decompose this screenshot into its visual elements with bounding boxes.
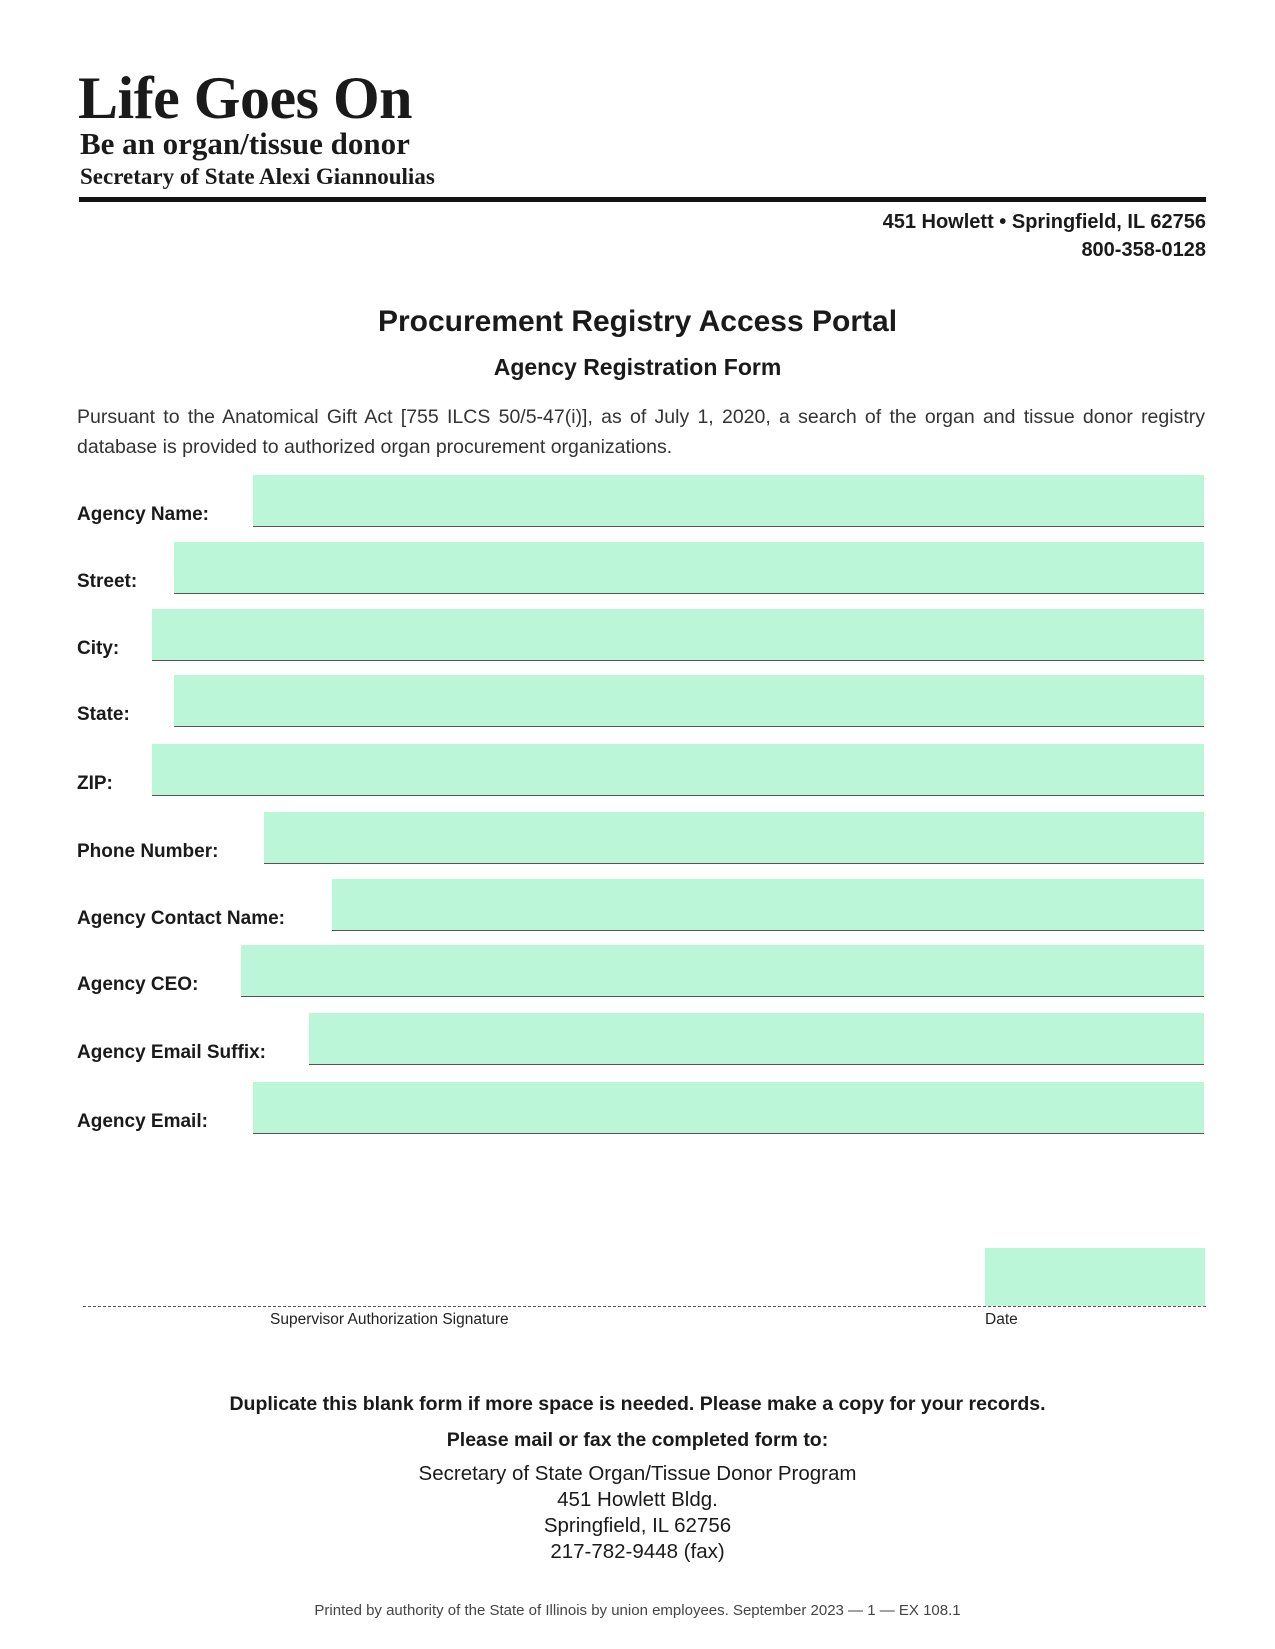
mail-address-line: Springfield, IL 62756	[543, 1514, 732, 1537]
field-label: Agency Contact Name:	[77, 908, 285, 929]
field-label: Agency Email Suffix:	[77, 1042, 266, 1063]
agency-name-input[interactable]	[253, 475, 1204, 527]
field-label: Street:	[77, 571, 138, 592]
field-row-street	[77, 542, 1204, 594]
intro-paragraph: Pursuant to the Anatomical Gift Act [755 ILCS 50/5-47(i)], as of July 1, 2020, a search of the organ and tissue donor registry database is provided to authorized organ procurement organizations.	[77, 406, 1205, 458]
mail-instruction: Please mail or fax the completed form to:	[446, 1429, 829, 1451]
duplicate-note: Duplicate this blank form if more space is needed. Please make a copy for your records.	[229, 1393, 1046, 1415]
brand-title: Life Goes On	[78, 65, 412, 131]
form-title: Procurement Registry Access Portal	[377, 305, 898, 338]
mail-address-line: Secretary of State Organ/Tissue Donor Program	[418, 1462, 857, 1485]
header-divider	[79, 197, 1206, 202]
field-row-agency-email	[77, 1082, 1204, 1134]
office-address: 451 Howlett • Springfield, IL 62756	[882, 211, 1206, 233]
form-subtitle: Agency Registration Form	[493, 354, 782, 380]
field-row-zip	[77, 744, 1204, 796]
field-row-state	[77, 675, 1204, 727]
field-row-phone-number	[77, 812, 1204, 864]
date-input[interactable]	[985, 1248, 1205, 1306]
print-authority-footer: Printed by authority of the State of Illinois by union employees. September 2023 — 1 — EX 108.1	[314, 1602, 961, 1619]
field-label: State:	[77, 704, 130, 725]
zip-input[interactable]	[152, 744, 1204, 796]
fax-number: 217-782-9448 (fax)	[550, 1540, 725, 1563]
field-row-agency-email-suffix	[77, 1013, 1204, 1065]
field-label: ZIP:	[77, 773, 113, 794]
signature-line[interactable]	[83, 1306, 1206, 1307]
office-phone: 800-358-0128	[1081, 239, 1206, 261]
field-label: Agency Name:	[77, 504, 209, 525]
field-label: Phone Number:	[77, 841, 219, 862]
field-row-agency-name	[77, 475, 1204, 527]
field-label: City:	[77, 638, 120, 659]
street-input[interactable]	[174, 542, 1204, 594]
signature-label: Supervisor Authorization Signature	[270, 1311, 509, 1328]
phone-number-input[interactable]	[264, 812, 1204, 864]
field-row-agency-contact-name	[77, 879, 1204, 931]
agency-ceo-input[interactable]	[241, 945, 1204, 997]
state-input[interactable]	[174, 675, 1204, 727]
field-label: Agency Email:	[77, 1111, 208, 1132]
field-row-city	[77, 609, 1204, 661]
secretary-name: Secretary of State Alexi Giannoulias	[80, 164, 435, 189]
agency-email-input[interactable]	[253, 1082, 1204, 1134]
brand-subtitle: Be an organ/tissue donor	[80, 126, 410, 161]
date-label: Date	[985, 1311, 1018, 1328]
field-label: Agency CEO:	[77, 974, 199, 995]
field-row-agency-ceo	[77, 945, 1204, 997]
agency-contact-name-input[interactable]	[332, 879, 1204, 931]
city-input[interactable]	[152, 609, 1204, 661]
mail-address-line: 451 Howlett Bldg.	[557, 1488, 718, 1511]
agency-email-suffix-input[interactable]	[309, 1013, 1204, 1065]
